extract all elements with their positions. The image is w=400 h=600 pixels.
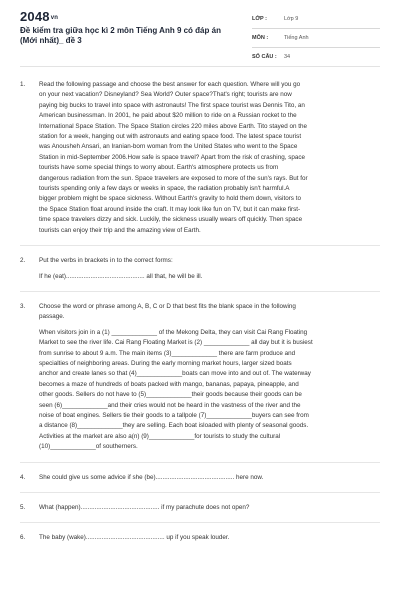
question-number: 4. <box>20 473 26 481</box>
text-line: seen (6)_____________and their cries would not be heard in the vastness of the river and the <box>39 401 301 409</box>
question-text <box>39 256 380 282</box>
meta-row-class <box>252 13 380 29</box>
question-text <box>39 302 380 453</box>
meta-label: SỐ CÂU : <box>252 54 277 60</box>
text-line: on your next vacation? Disneyland? Sea World? Outer space?That's right; tourists are now <box>39 91 292 99</box>
meta-value: Tiếng Anh <box>284 35 309 41</box>
text-line: What (happen)............................................. if my parachute does not open? <box>39 504 250 511</box>
text-line: was Anousheh Ansari, an Iranian-born woman from the United States who went to the Space <box>39 143 298 151</box>
question-number: 3. <box>20 302 26 310</box>
question-1 <box>20 80 380 236</box>
site-logo[interactable] <box>20 9 58 24</box>
logo-text: 2048 <box>20 9 50 24</box>
meta-value: 34 <box>284 54 291 60</box>
text-line: Activities at the market are also a(n) (9)_____________for tourists to study the cultural <box>39 432 281 440</box>
question-divider <box>20 291 380 292</box>
question-divider <box>20 462 380 463</box>
question-2 <box>20 256 380 282</box>
text-line: American businessman. In 2001, he paid about $20 million to ride on a Russian rocket to the <box>39 112 297 120</box>
text-line: a distance (8)_____________they are selling. Each boat isloaded with plenty of seasonal goods. <box>39 422 309 430</box>
text-line: passage. <box>39 313 65 321</box>
text-line: paying big bucks to travel into space with astronauts! The first space tourist was Dennis Tito, an <box>39 101 305 109</box>
question-number: 2. <box>20 257 26 265</box>
text-line: Market to see the river life. Cai Rang Floating Market is (2) _____________ all day but it is busiest <box>39 339 313 347</box>
question-4 <box>20 473 380 483</box>
document-meta <box>252 13 380 70</box>
text-line: the Space Station float around inside the craft. It may look like fun on TV, but it can make first- <box>39 205 301 213</box>
text-line: dangerous radiation from the sun. Space travelers are exposed to more of the sun's rays. But for <box>39 174 308 182</box>
text-line: tourists have some special things to worry about. Earth's atmosphere protects us from <box>39 164 279 172</box>
text-line: The baby (wake)............................................. up if you speak louder. <box>39 534 230 542</box>
question-passage <box>39 328 380 453</box>
document-header <box>0 0 400 62</box>
text-line: anchor and create lanes so that (4)_____________boats can move into and out of. The waterway <box>39 370 311 378</box>
text-line: Station in mid-September 2006.How safe is space travel? Apart from the risk of crashing, space <box>39 153 305 161</box>
meta-row-count <box>252 51 380 67</box>
document-title: Đề kiểm tra giữa học kì 2 môn Tiếng Anh 9 có đáp án (Mới nhất)_ đề 3 <box>20 26 221 45</box>
text-line: Read the following passage and choose the best answer for each question. Where will you go <box>39 81 301 88</box>
question-number: 5. <box>20 504 26 511</box>
text-line: tourists spending only a few days or weeks in space, the radiation probably isn't harmful.A <box>39 185 290 193</box>
text-line: becomes a maze of hundreds of boats packed with mango, bananas, papaya, pineapple, and <box>39 380 299 388</box>
text-line: Choose the word or phrase among A, B, C or D that best fits the blank space in the following <box>39 302 296 310</box>
question-list <box>20 80 380 544</box>
text-line: from sunrise to about 9 a.m. The main items (3)_____________ there are farm produce and <box>39 349 296 357</box>
question-6 <box>20 533 380 543</box>
question-number: 6. <box>20 534 26 542</box>
meta-row-subject <box>252 32 380 48</box>
text-line: noise of boat engines. Sellers tie their goods to a tallpole (7)_____________buyers can see from <box>39 411 309 419</box>
question-number: 1. <box>20 81 26 88</box>
text-line: tourists can enjoy their trip and the amazing view of Earth. <box>39 226 201 234</box>
logo-suffix: vn <box>50 14 59 21</box>
question-divider <box>20 245 380 246</box>
meta-value: Lớp 9 <box>284 16 299 22</box>
question-3 <box>20 302 380 453</box>
text-line: bigger problem might be space sickness. Without Earth's gravity to hold them down, visitors to <box>39 195 301 203</box>
text-line: (10)_____________of southerners. <box>39 443 138 451</box>
text-line: She could give us some advice if she (be)............................................. here now. <box>39 473 264 481</box>
text-line: time space travelers dizzy and sick. Luckily, the sickness usually wears off quickly. Then space <box>39 216 303 224</box>
text-line: other goods. Sellers do not have to (5)_____________their goods because their goods can be <box>39 391 302 399</box>
question-text <box>39 503 380 513</box>
meta-label: LỚP : <box>252 16 267 22</box>
meta-label: MÔN : <box>252 35 269 41</box>
question-divider <box>20 492 380 493</box>
header-divider <box>20 66 380 67</box>
text-line: specialties of neighboring areas. During the early morning market hours, larger sized boats <box>39 359 292 367</box>
question-text <box>39 80 380 236</box>
question-divider <box>20 522 380 523</box>
question-text <box>39 533 380 543</box>
question-prompt <box>39 272 380 282</box>
text-line: Put the verbs in brackets in to the correct forms: <box>39 257 173 265</box>
text-line: International Space Station. The Space Station circles 220 miles above Earth. Tito stayed on the <box>39 122 308 130</box>
text-line: When visitors join in a (1) _____________ of the Mekong Delta, they can visit Cai Rang Floating <box>39 328 308 336</box>
text-line: station for a week, hanging out with astronauts and eating space food. The latest space tourist <box>39 133 302 141</box>
question-5 <box>20 503 380 513</box>
text-line: If he (eat)............................................. all that, he will be ill. <box>39 272 203 280</box>
question-text <box>39 473 380 483</box>
